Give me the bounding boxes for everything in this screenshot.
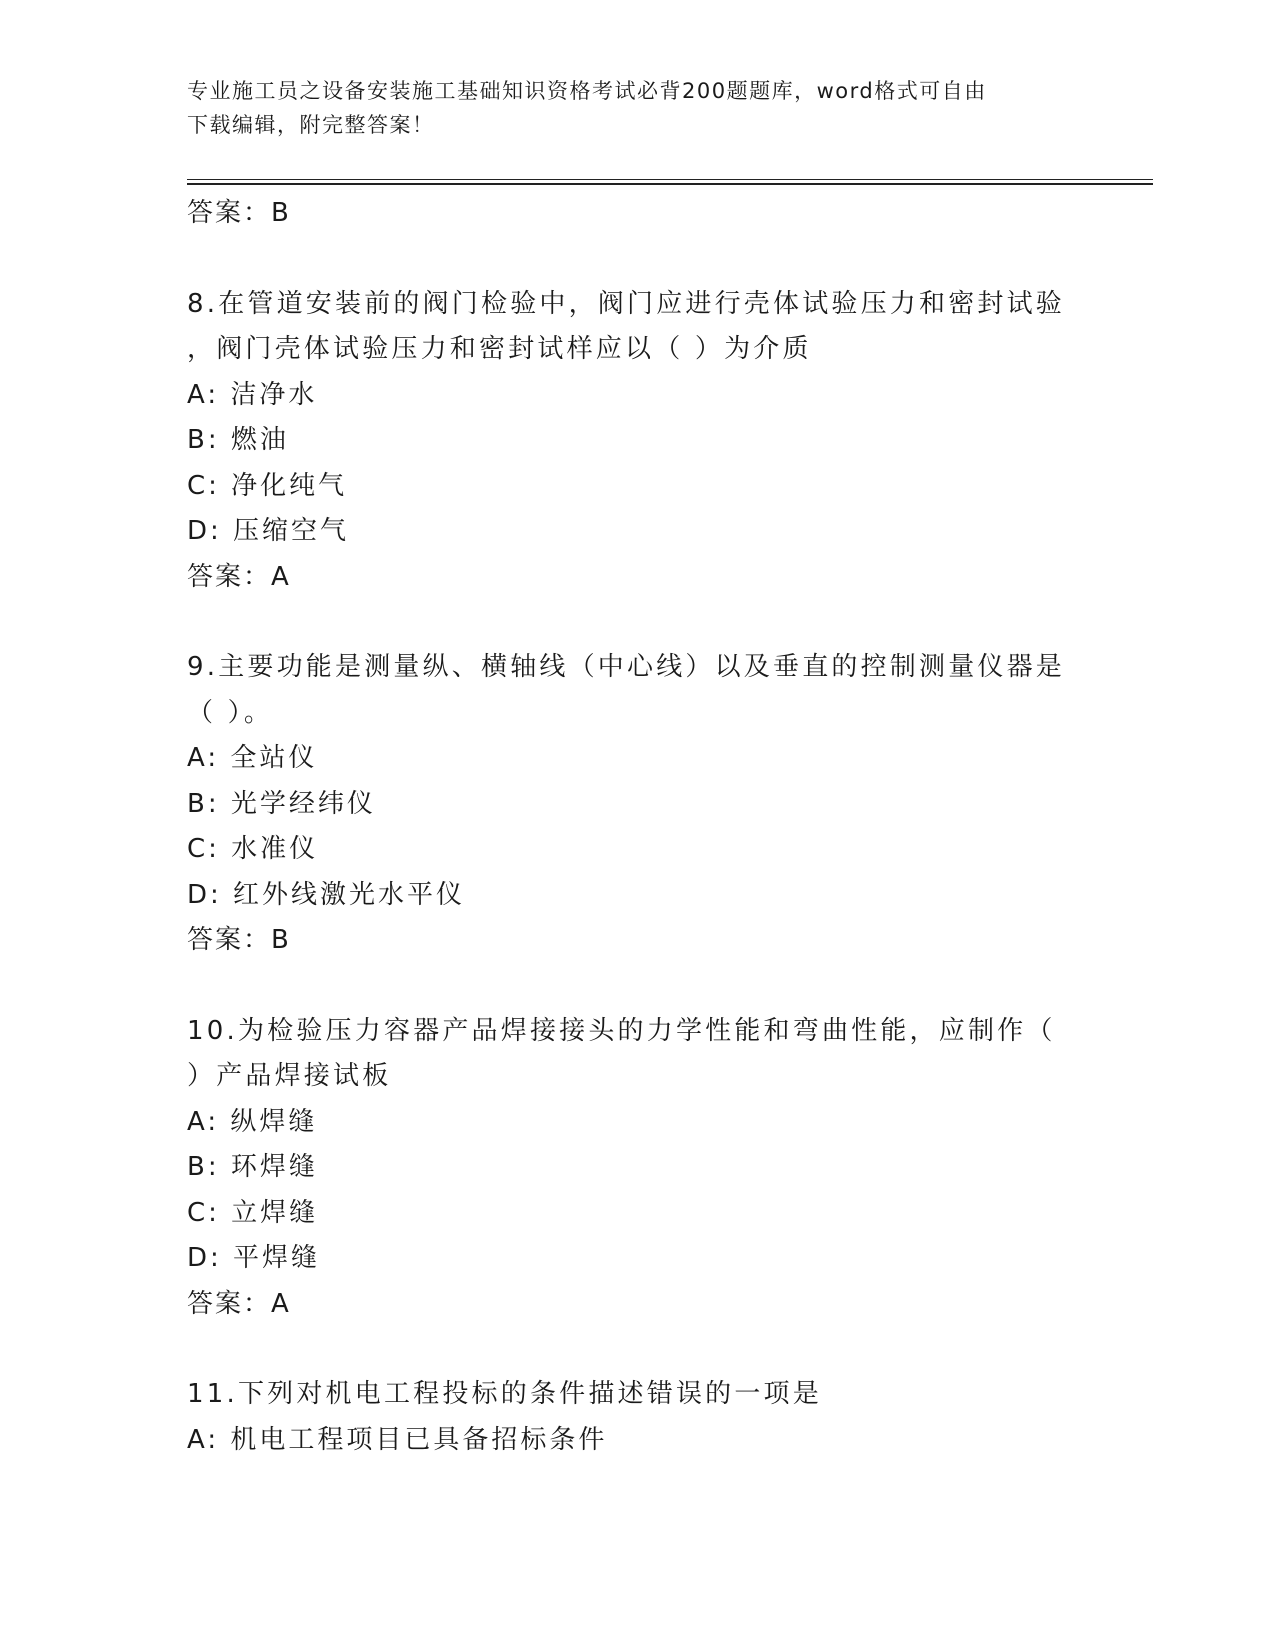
header-divider-thick xyxy=(187,183,1153,185)
option-c: C: 净化纯气 xyxy=(187,470,348,501)
question-text: 8.在管道安装前的阀门检验中，阀门应进行壳体试验压力和密封试验 xyxy=(187,288,1066,319)
option-a: A: 洁净水 xyxy=(187,379,318,410)
question-text-cont: （ ）。 xyxy=(187,697,274,728)
question-10 xyxy=(187,1009,1087,1328)
answer-line: 答案：B xyxy=(187,925,291,955)
question-text-cont: ，阀门壳体试验压力和密封试样应以（ ）为介质 xyxy=(187,334,812,364)
question-text: 10.为检验压力容器产品焊接接头的力学性能和弯曲性能，应制作（ xyxy=(187,1015,1056,1046)
header-line-2: 下载编辑，附完整答案！ xyxy=(187,113,435,137)
option-b: B: 光学经纬仪 xyxy=(187,788,376,819)
question-text-cont: ）产品焊接试板 xyxy=(187,1061,392,1091)
option-b: B: 环焊缝 xyxy=(187,1152,318,1182)
option-d: D: 压缩空气 xyxy=(187,516,350,546)
question-list xyxy=(187,191,1087,1463)
document-header xyxy=(187,74,1067,142)
question-11 xyxy=(187,1372,1087,1463)
option-c: C: 立焊缝 xyxy=(187,1197,319,1228)
answer-line: 答案：A xyxy=(187,1288,291,1319)
question-8 xyxy=(187,282,1087,601)
question-text: 11.下列对机电工程投标的条件描述错误的一项是 xyxy=(187,1379,822,1409)
option-a: A: 纵焊缝 xyxy=(187,1106,318,1137)
option-b: B: 燃油 xyxy=(187,425,289,455)
option-d: D: 平焊缝 xyxy=(187,1243,321,1273)
answer-line: 答案：B xyxy=(187,198,291,228)
option-c: C: 水准仪 xyxy=(187,834,319,864)
header-divider-thin xyxy=(187,179,1153,180)
question-9 xyxy=(187,645,1087,964)
answer-line: 答案：A xyxy=(187,561,291,592)
question-text: 9.主要功能是测量纵、横轴线（中心线）以及垂直的控制测量仪器是 xyxy=(187,652,1066,682)
option-d: D: 红外线激光水平仪 xyxy=(187,879,466,910)
option-a: A: 机电工程项目已具备招标条件 xyxy=(187,1424,608,1455)
option-a: A: 全站仪 xyxy=(187,743,318,773)
header-line-1: 专业施工员之设备安装施工基础知识资格考试必背200题题库，word格式可自由 xyxy=(187,79,987,103)
